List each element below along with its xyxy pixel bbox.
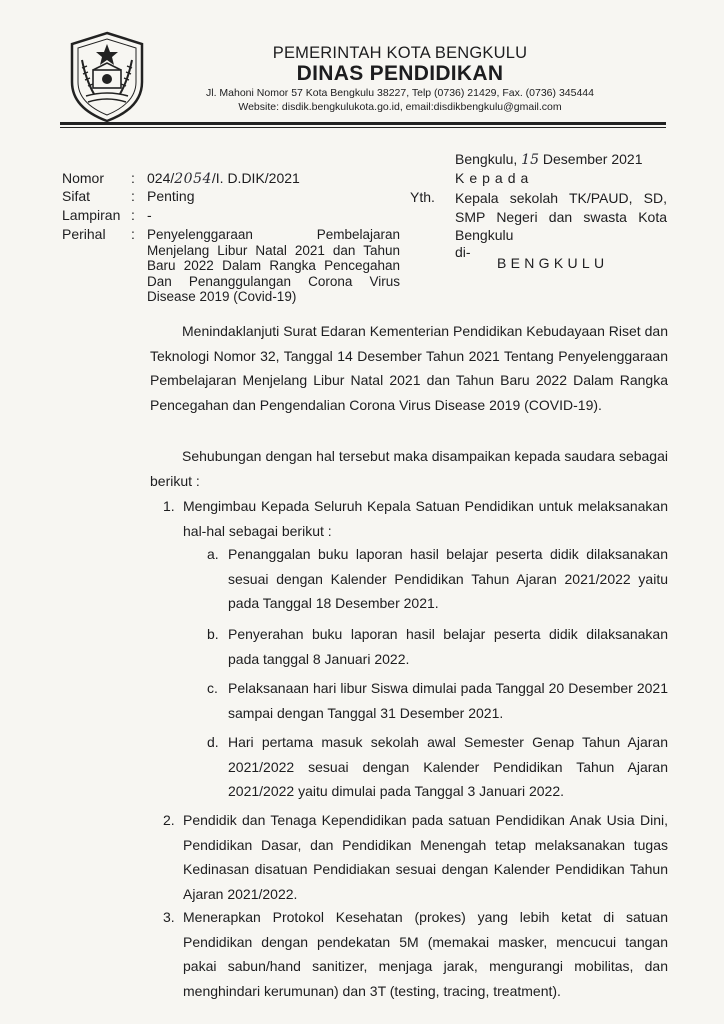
letterhead-website: Website: disdik.bengkulukota.go.id, email:disdikbengkulu@gmail.com xyxy=(238,101,562,113)
letterhead-address: Jl. Mahoni Nomor 57 Kota Bengkulu 38227, Telp (0736) 21429, Fax. (0736) 345444 xyxy=(206,87,594,99)
letterhead-agency: DINAS PENDIDIKAN xyxy=(296,62,504,85)
body-lead-paragraph: Sehubungan dengan hal tersebut maka disampaikan kepada saudara sebagai berikut : xyxy=(150,448,668,489)
meta-label-sifat: Sifat xyxy=(62,188,91,204)
list-item-3: Menerapkan Protokol Kesehatan (prokes) yang lebih ketat di satuan Pendidikan dengan pendekatan 5M (memakai masker, mencucui tangan pakai sabun/hand sanitizer, menjaga jarak, mengurangi mobilitas, dan menghindari kerumunan) dan 3T (testing, tracing, treatment). xyxy=(183,909,668,1000)
meta-label-nomor: Nomor xyxy=(62,170,105,186)
meta-label-perihal: Perihal xyxy=(62,226,106,242)
list-marker-1: 1. xyxy=(163,498,175,514)
letter-date xyxy=(455,151,643,168)
meta-colon: : xyxy=(131,226,135,242)
bengkulu-city-crest-icon xyxy=(66,30,148,124)
sublist-marker-b: b. xyxy=(207,626,219,642)
address-recipient: Kepala sekolah TK/PAUD, SD, SMP Negeri dan swasta Kota Bengkulu xyxy=(455,190,667,243)
meta-colon: : xyxy=(131,170,135,186)
date-month-year: Desember 2021 xyxy=(542,151,643,167)
list-item-1: Mengimbau Kepada Seluruh Kepala Satuan Pendidikan untuk melaksanakan hal-hal sebagai berikut : xyxy=(183,498,668,539)
nomor-handwritten: 2054 xyxy=(174,171,212,187)
address-city: BENGKULU xyxy=(497,255,609,271)
meta-colon: : xyxy=(131,207,135,223)
date-day-handwritten: 15 xyxy=(521,152,539,168)
meta-nomor xyxy=(147,170,300,187)
sublist-item-c: Pelaksanaan hari libur Siswa dimulai pada Tanggal 20 Desember 2021 sampai dengan Tanggal 31 Desember 2021. xyxy=(228,680,668,721)
sublist-marker-d: d. xyxy=(207,734,219,750)
meta-lampiran: - xyxy=(147,207,152,223)
letterhead-rule-thick xyxy=(60,122,666,125)
list-marker-2: 2. xyxy=(163,812,175,828)
letterhead-rule-thin xyxy=(60,127,666,128)
meta-colon: : xyxy=(131,188,135,204)
sublist-item-b: Penyerahan buku laporan hasil belajar peserta didik dilaksanakan pada tanggal 8 Januari 2022. xyxy=(228,626,668,667)
list-item-2: Pendidik dan Tenaga Kependidikan pada satuan Pendidikan Anak Usia Dini, Pendidikan Dasar, dan Pendidikan Menengah tetap melaksanakan tugas Kedinasan disatuan Pendidiakan sesuai dengan Kalender Pendidikan Tahun Ajaran 2021/2022. xyxy=(183,812,668,903)
sublist-marker-c: c. xyxy=(207,680,218,696)
nomor-suffix: /I. D.DIK/2021 xyxy=(211,170,300,186)
body-intro-paragraph: Menindaklanjuti Surat Edaran Kementerian Pendidikan Kebudayaan Riset dan Teknologi Nomor 32, Tanggal 14 Desember Tahun 2021 Tentang Penyelenggaraan Pembelajaran Menjelang Libur Natal 2021 dan Tahun Baru 2022 Dalam Rangka Pencegahan dan Pengendalian Corona Virus Disease 2019 (COVID-19). xyxy=(150,323,668,414)
meta-sifat: Penting xyxy=(147,188,195,204)
address-yth: Yth. xyxy=(410,189,435,205)
meta-perihal: Penyelenggaraan Pembelajaran Menjelang Libur Natal 2021 dan Tahun Baru 2022 Dalam Rangka Pencegahan Dan Penanggulangan Corona Virus Disease 2019 (Covid-19) xyxy=(147,227,400,304)
sublist-item-d: Hari pertama masuk sekolah awal Semester Genap Tahun Ajaran 2021/2022 sesuai dengan Kalender Pendidikan Tahun Ajaran 2021/2022 yaitu dimulai pada Tanggal 3 Januari 2022. xyxy=(228,734,668,800)
sublist-item-a: Penanggalan buku laporan hasil belajar peserta didik dilaksanakan sesuai dengan Kalender Pendidikan Tahun Ajaran 2021/2022 yaitu pada Tanggal 18 Desember 2021. xyxy=(228,546,668,612)
address-kepada: Kepada xyxy=(455,170,534,186)
list-marker-3: 3. xyxy=(163,909,175,925)
nomor-prefix: 024/ xyxy=(147,170,175,186)
sublist-marker-a: a. xyxy=(207,546,219,562)
address-di: di- xyxy=(455,244,471,260)
meta-label-lampiran: Lampiran xyxy=(62,207,121,223)
date-city: Bengkulu, xyxy=(455,151,518,167)
letterhead-government: PEMERINTAH KOTA BENGKULU xyxy=(272,44,528,62)
